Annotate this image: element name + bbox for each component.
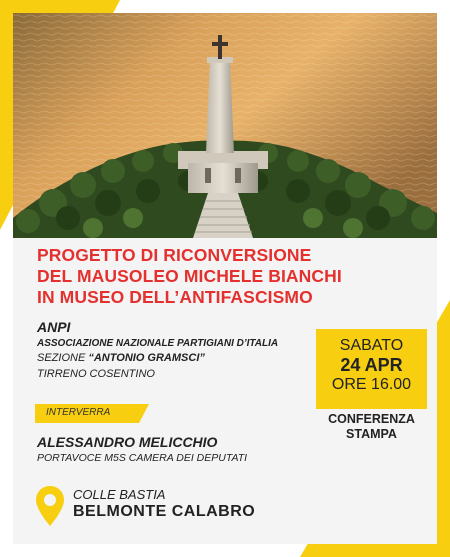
event-day: SABATO: [339, 337, 404, 354]
date-box: [316, 329, 427, 409]
event-type-line-1: CONFERENZA: [328, 412, 415, 426]
speaker-tag: [35, 404, 149, 423]
title-line-3: IN MUSEO DELL’ANTIFASCISMO: [37, 287, 313, 307]
event-type-line-2: STAMPA: [346, 427, 397, 441]
event-type: [313, 412, 430, 442]
speaker-role: PORTAVOCE M5S CAMERA DEI DEPUTATI: [37, 452, 248, 464]
speaker-tag-label: INTERVERRA: [46, 407, 111, 418]
location-town: BELMONTE CALABRO: [73, 503, 256, 520]
poster-card: [13, 13, 437, 544]
organization-area: TIRRENO COSENTINO: [37, 368, 155, 380]
location-place: COLLE BASTIA: [73, 487, 166, 502]
title-line-1: PROGETTO DI RICONVERSIONE: [37, 245, 312, 265]
mausoleum-photo: [13, 13, 437, 238]
section-prefix: SEZIONE: [37, 352, 86, 364]
title-line-2: DEL MAUSOLEO MICHELE BIANCHI: [37, 266, 342, 286]
section-name: “ANTONIO GRAMSCI”: [88, 352, 205, 364]
organization-acronym: ANPI: [37, 319, 71, 335]
map-pin-icon: [35, 485, 65, 527]
organization-full-name: ASSOCIAZIONE NAZIONALE PARTIGIANI D’ITALIA: [37, 338, 279, 349]
event-title: [37, 245, 427, 308]
speaker-name: ALESSANDRO MELICCHIO: [37, 434, 218, 450]
event-date: 24 APR: [340, 355, 403, 375]
organization-section: [37, 352, 205, 364]
event-time: ORE 16.00: [331, 376, 412, 393]
